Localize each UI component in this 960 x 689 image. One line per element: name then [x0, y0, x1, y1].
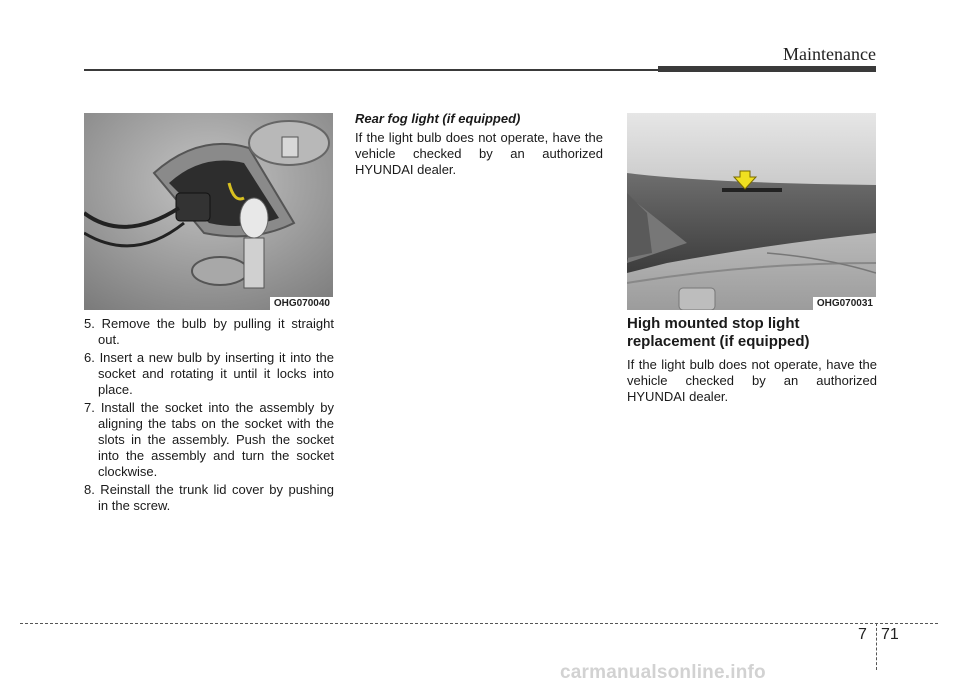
step-list — [84, 316, 334, 514]
watermark: carmanualsonline.info — [560, 662, 766, 683]
section-body: If the light bulb does not operate, have the vehicle checked by an authorized HYUNDAI dealer. — [627, 357, 877, 404]
section-subheading: Rear fog light (if equipped) — [355, 111, 521, 126]
left-column — [84, 316, 334, 516]
section-body: If the light bulb does not operate, have the vehicle checked by an authorized HYUNDAI dealer. — [355, 130, 603, 177]
page-title: Maintenance — [783, 44, 876, 64]
header-rule-accent — [658, 66, 876, 72]
header-rule — [84, 69, 684, 71]
middle-column — [355, 111, 603, 178]
bulb-socket-drawing — [84, 113, 333, 310]
footer-rule — [20, 623, 938, 624]
step-item: 6. Insert a new bulb by inserting it into the socket and rotating it until it locks into place. — [84, 350, 334, 397]
bulb-socket-illustration — [84, 113, 333, 310]
chapter-number: 7 — [858, 626, 867, 643]
car-rear-drawing — [627, 113, 876, 310]
car-rear-illustration — [627, 113, 876, 310]
footer-divider — [876, 623, 877, 670]
right-column — [627, 315, 877, 405]
page-number: 71 — [881, 626, 899, 643]
step-item: 7. Install the socket into the assembly by aligning the tabs on the socket with the slots in the assembly. Push the socket into the assembly and turn the socket clockwise. — [84, 400, 334, 479]
figure-code: OHG070031 — [813, 297, 876, 310]
step-item: 8. Reinstall the trunk lid cover by pushing in the screw. — [84, 482, 334, 513]
section-heading: High mounted stop light replacement (if equipped) — [627, 315, 810, 350]
step-item: 5. Remove the bulb by pulling it straight out. — [84, 316, 334, 347]
figure-code: OHG070040 — [270, 297, 333, 310]
